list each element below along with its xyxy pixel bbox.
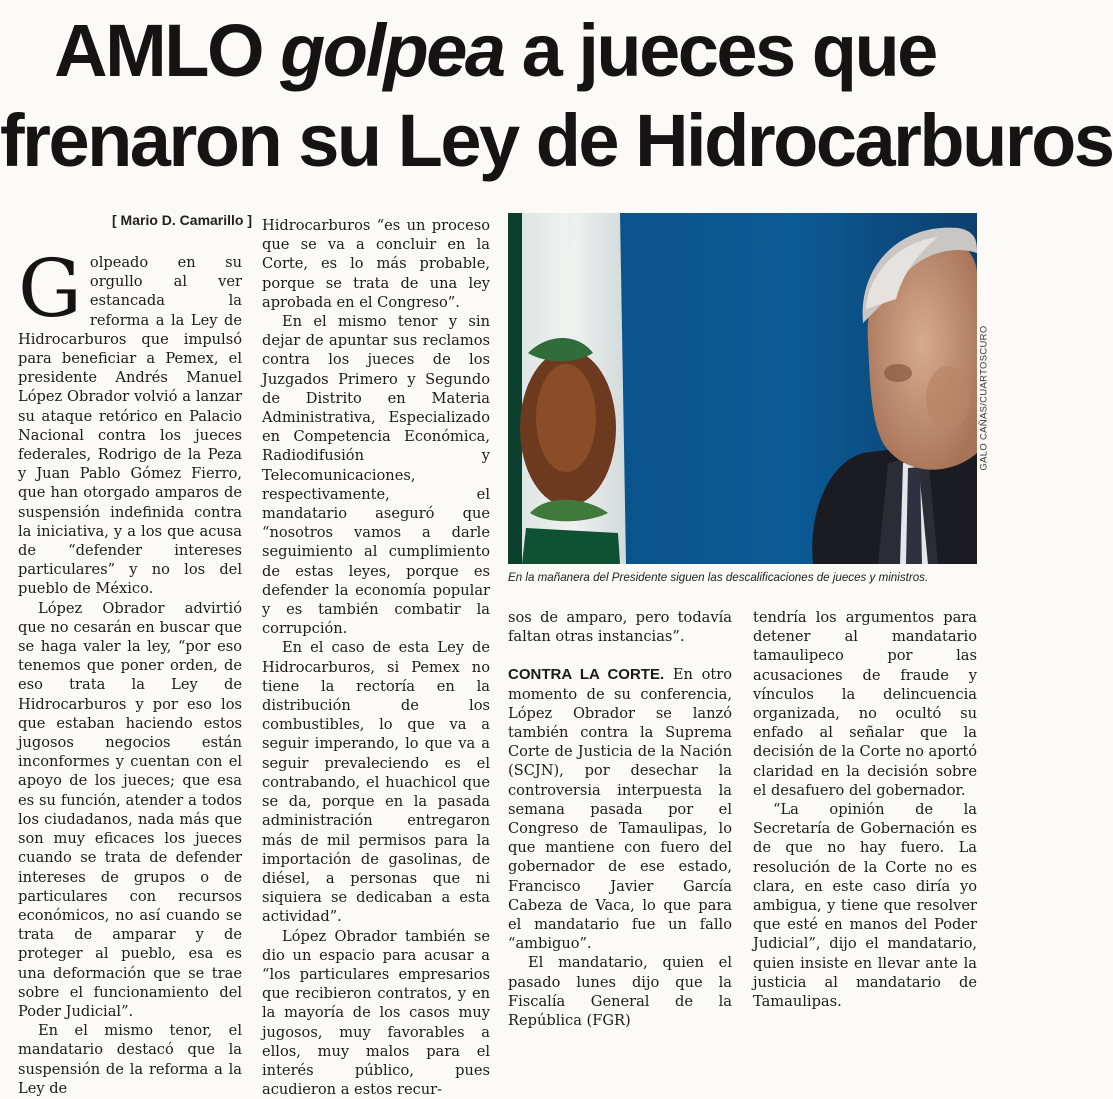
article-paragraph: “La opinión de la Secretaría de Gobernación es de que no hay fuero. La resolución de la Corte no es clara, en este caso diría yo ambigua, y tiene que resolver que esté en manos del Poder Judicial”, dijo el mandatario, quien insiste en llevar ante la justicia al mandatario de Tamaulipas. (753, 801, 977, 1011)
article-paragraph (508, 665, 732, 953)
headline-part-1: AMLO (54, 9, 281, 92)
section-subhead: CONTRA LA CORTE. (508, 666, 665, 684)
headline-part-2: a jueces que (503, 9, 936, 92)
article-paragraph (18, 242, 242, 599)
article-column-2 (262, 216, 490, 1099)
article-paragraph: López Obrador también se dio un espacio para acusar a “los particulares empresarios que recibieron contratos, y en la mayoría de los casos muy jugosos, muy favorables a ellos, muy malos para el interés público, pues acudieron a estos recur- (262, 927, 490, 1099)
article-paragraph: tendría los argumentos para detener al mandatario tamaulipeco por las acusaciones de fraude y vínculos la delincuencia organizada, no ocultó su enfado al señalar que la decisión de la Corte no aportó claridad en la decisión sobre el desafuero del gobernador. (753, 609, 977, 799)
article-paragraph: En el caso de esta Ley de Hidrocarburos, si Pemex no tiene la rectoría en la distribución de los combustibles, lo que va a seguir imperando, lo que va a seguir prevaleciendo es el contrabando, el huachicol que se da, porque en la pasada administración entregaron más de mil permisos para la importación de gasolinas, de diésel, a personas que ni siquiera se dedicaban a esta actividad”. (262, 639, 490, 926)
headline-line-1 (0, 6, 990, 96)
article-column-4 (753, 608, 977, 1011)
article-photo (508, 213, 977, 564)
headline-italic-word: golpea (280, 9, 504, 92)
article-paragraph: López Obrador advirtió que no cesarán en buscar que se haga valer la ley, “por eso tenemos que poner orden, de eso trata la Ley de Hidrocarburos y por eso los que estaban haciendo estos jugosos negocios están inconformes y cuentan con el apoyo de los jueces; que esa es su función, atender a todos los ciudadanos, nada más que son muy eficaces los jueces cuando se trata de defender intereses de grupos o de particulares con recursos económicos, no así cuando se trata de amparar y de proteger al pueblo, esa es una deformación que se trae sobre el funcionamiento del Poder Judicial”. (18, 599, 242, 1020)
paragraph-text: olpeado en su orgullo al ver estancada la reforma a la Ley de Hidrocarburos que impulsó para beneficiar a Pemex, el presidente Andrés Manuel López Obrador volvió a lanzar su ataque retórico en Palacio Nacional contra los jueces federales, Rodrigo de la Peza y Juan Pablo Gómez Fierro, que han otorgado amparos de suspensión indefinida contra la iniciativa, y a los que acusa de “defender intereses particulares” y no los del pueblo de México. (18, 254, 242, 598)
article-column-1 (18, 242, 242, 1098)
headline (0, 6, 1113, 186)
headline-line-2: frenaron su Ley de Hidrocarburos (0, 99, 1113, 182)
photo-credit: GALO CAÑAS/CUARTOSCURO (978, 325, 990, 471)
article-paragraph: El mandatario, quien el pasado lunes dijo que la Fiscalía General de la República (FGR) (508, 954, 732, 1030)
paragraph-text: En otro momento de su conferencia, López Obrador se lanzó también contra la Suprema Corte de Justicia de la Nación (SCJN), por desechar la controversia interpuesta la semana pasada por el Congreso de Tamaulipas, lo que mantiene con fuero del gobernador de ese estado, Francisco Javier García Cabeza de Vaca, lo que para el mandatario fue un fallo “ambiguo”. (508, 666, 733, 953)
drop-cap: G (18, 242, 82, 335)
photo-illustration (508, 213, 977, 564)
article-paragraph: sos de amparo, pero todavía faltan otras instancias”. (508, 609, 732, 646)
photo-caption: En la mañanera del Presidente siguen las descalificaciones de jueces y ministros. (508, 571, 929, 584)
article-paragraph: En el mismo tenor y sin dejar de apuntar sus reclamos contra los jueces de los Juzgados Primero y Segundo de Distrito en Materia Administrativa, Especializado en Competencia Económica, Radiodifusión y Telecomunicaciones, respectivamente, el mandatario aseguró que “nosotros vamos a darle seguimiento al cumplimiento de estas leyes, porque es defender la economía popular y es también combatir la corrupción. (262, 313, 490, 638)
article-column-3 (508, 608, 732, 1030)
article-paragraph: Hidrocarburos “es un proceso que se va a concluir en la Corte, es lo más probable, porque se trata de una ley aprobada en el Congreso”. (262, 217, 490, 311)
article-paragraph: En el mismo tenor, el mandatario destacó que la suspensión de la reforma a la Ley de (18, 1022, 242, 1097)
byline: [ Mario D. Camarillo ] (112, 212, 253, 228)
